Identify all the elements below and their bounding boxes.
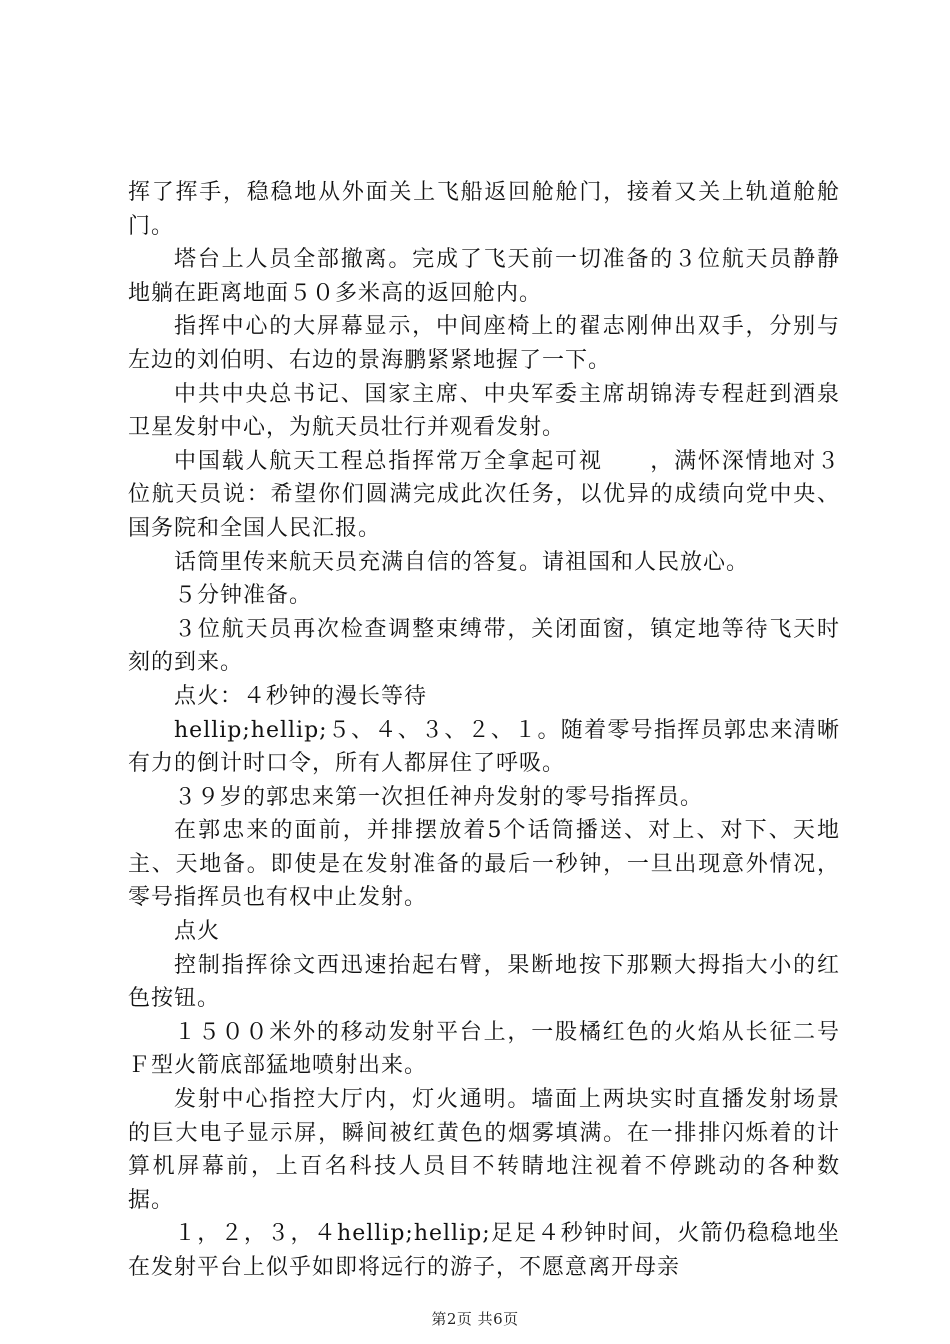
paragraph: 塔台上人员全部撤离。完成了飞天前一切准备的３位航天员静静地躺在距离地面５０多米高的返回舱内。 xyxy=(128,247,840,306)
paragraph: 中国载人航天工程总指挥常万全拿起可视 ，满怀深情地对３位航天员说：希望你们圆满完成此次任务，以优异的成绩向党中央、国务院和全国人民汇报。 xyxy=(128,448,840,541)
paragraph: １，２，３，４hellip;hellip;足足４秒钟时间，火箭仍稳稳地坐在发射平台上似乎如即将远行的游子，不愿意离开母亲 xyxy=(128,1221,840,1280)
paragraph: ５分钟准备。 xyxy=(174,583,313,609)
paragraph: 指挥中心的大屏幕显示，中间座椅上的翟志刚伸出双手，分别与左边的刘伯明、右边的景海鹏紧紧地握了一下。 xyxy=(128,314,840,373)
section-heading: 点火：４秒钟的漫长等待 xyxy=(174,683,428,709)
paragraph: １５００米外的移动发射平台上，一股橘红色的火焰从长征二号Ｆ型火箭底部猛地喷射出来。 xyxy=(128,1019,840,1079)
paragraph: 中共中央总书记、国家主席、中央军委主席胡锦涛专程赶到酒泉卫星发射中心，为航天员壮行并观看发射。 xyxy=(128,381,840,441)
paragraph: 在郭忠来的面前，并排摆放着5个话筒播送、对上、对下、天地主、天地备。即使是在发射准备的最后一秒钟，一旦出现意外情况，零号指挥员也有权中止发射。 xyxy=(128,818,840,911)
paragraph: 挥了挥手，稳稳地从外面关上飞船返回舱舱门，接着又关上轨道舱舱门。 xyxy=(128,180,840,239)
paragraph: ３位航天员再次检查调整束缚带，关闭面窗，镇定地等待飞天时刻的到来。 xyxy=(128,616,840,676)
article-body xyxy=(128,176,840,1285)
paragraph: ３９岁的郭忠来第一次担任神舟发射的零号指挥员。 xyxy=(174,784,704,810)
paragraph: 点火 xyxy=(174,919,221,945)
paragraph: 控制指挥徐文西迅速抬起右臂，果断地按下那颗大拇指大小的红色按钮。 xyxy=(128,952,840,1012)
paragraph: 发射中心指控大厅内，灯火通明。墙面上两块实时直播发射场景的巨大电子显示屏，瞬间被红黄色的烟雾填满。在一排排闪烁着的计算机屏幕前，上百名科技人员目不转睛地注视着不停跳动的各种数据。 xyxy=(128,1087,840,1213)
page-footer: 第2页 共6页 xyxy=(431,1310,519,1328)
paragraph: 话筒里传来航天员充满自信的答复。请祖国和人民放心。 xyxy=(174,549,750,575)
paragraph: hellip;hellip;５、４、３、２、１。随着零号指挥员郭忠来清晰有力的倒计时口令，所有人都屏住了呼吸。 xyxy=(128,717,840,777)
